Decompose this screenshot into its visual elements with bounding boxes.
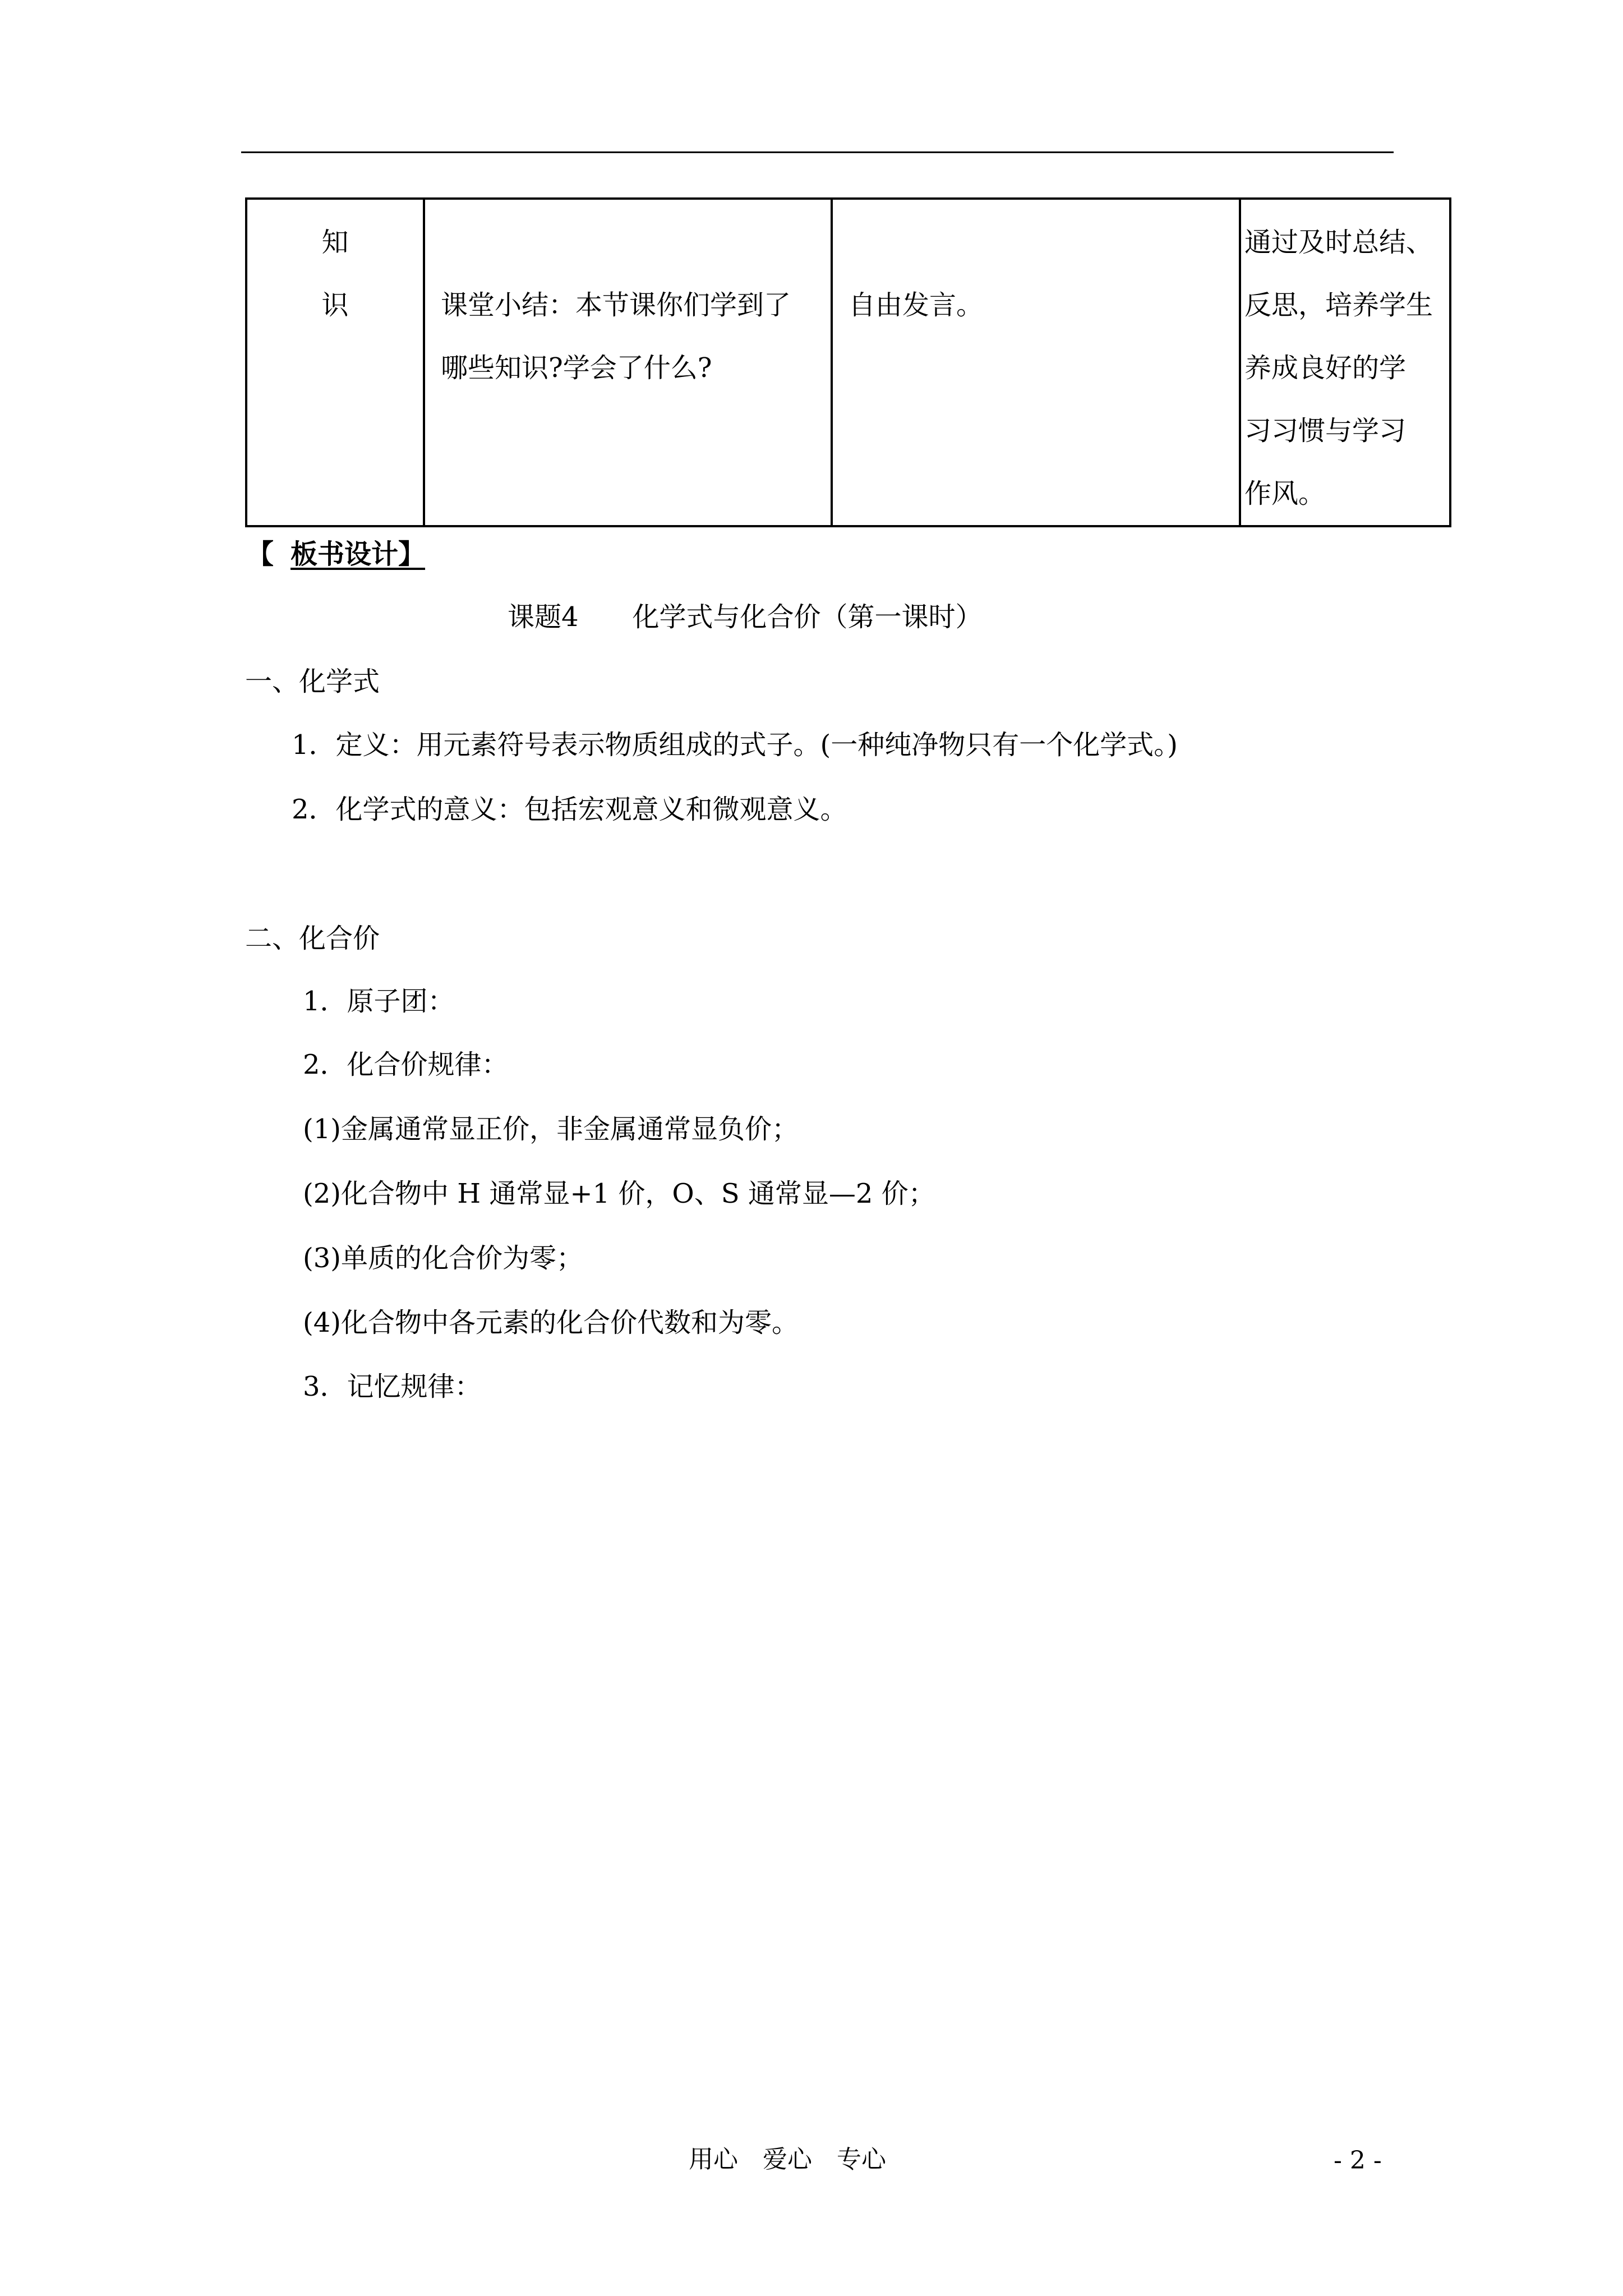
student-activity: 自由发言。 [849, 289, 984, 321]
table-cell-student [832, 199, 1240, 526]
list-item: 1．原子团： [303, 986, 455, 1017]
table-row [246, 199, 1450, 526]
list-item: 2．化学式的意义：包括宏观意义和微观意义。 [292, 794, 847, 825]
design-intent-line: 通过及时总结、 [1244, 227, 1433, 258]
list-item: (1)金属通常显正价，非金属通常显负价； [303, 1114, 799, 1145]
design-intent-line: 养成良好的学 [1244, 352, 1407, 384]
part2-title: 二、化合价 [245, 923, 380, 954]
section-bracket: 【 [247, 539, 274, 570]
list-item: 2．化合价规律： [303, 1049, 509, 1080]
table-cell-stage [246, 199, 424, 526]
lesson-table [245, 197, 1451, 527]
list-item: 3．记忆规律： [303, 1371, 482, 1402]
list-item: 1．定义：用元素符号表示物质组成的式子。(一种纯净物只有一个化学式。) [292, 729, 1178, 761]
design-intent-line: 习习惯与学习 [1244, 415, 1407, 447]
footer-motto: 用心 爱心 专心 [689, 2145, 886, 2174]
list-item: (2)化合物中 H 通常显+1 价，O、S 通常显—2 价； [303, 1178, 935, 1209]
stage-char: 识 [321, 289, 349, 321]
section-title: 板书设计】 [291, 539, 426, 570]
section-heading [247, 537, 425, 571]
page-number: - 2 - [1334, 2146, 1382, 2175]
part1-title: 一、化学式 [245, 666, 380, 697]
table-cell-teacher [424, 199, 832, 526]
table-cell-intent [1240, 199, 1450, 526]
design-intent-line: 反思，培养学生 [1244, 289, 1433, 321]
teacher-activity-line: 课堂小结：本节课你们学到了 [441, 289, 791, 321]
list-item: (4)化合物中各元素的化合价代数和为零。 [303, 1307, 799, 1338]
design-intent-line: 作风。 [1244, 478, 1326, 509]
teacher-activity-line: 哪些知识?学会了什么? [441, 352, 712, 384]
header-rule [241, 151, 1394, 153]
board-heading: 课题4 化学式与化合价（第一课时） [508, 601, 983, 633]
stage-char: 知 [321, 227, 349, 258]
list-item: (3)单质的化合价为零； [303, 1243, 583, 1274]
